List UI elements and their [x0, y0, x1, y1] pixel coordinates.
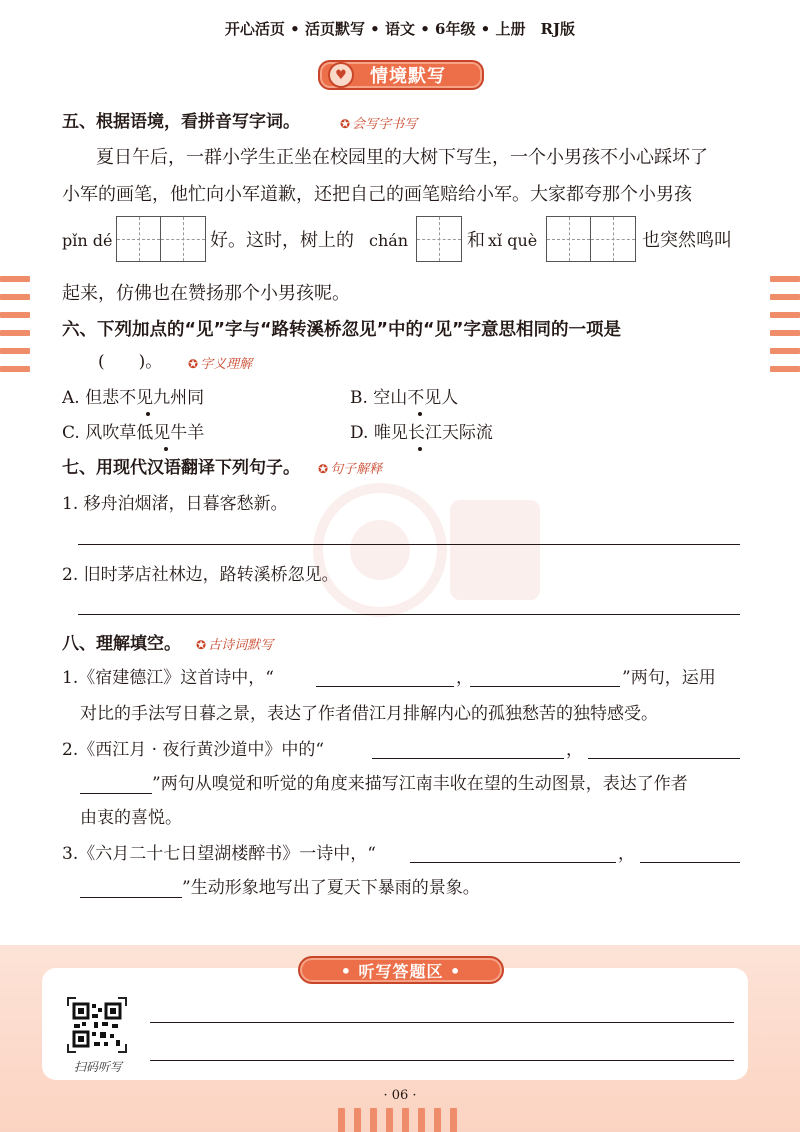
- q5-paragraph-line-2: 小军的画笔，他忙向小军道歉，还把自己的画笔赔给小军。大家都夸那个小男孩: [62, 184, 692, 205]
- q7-answer-line-1[interactable]: [78, 544, 740, 545]
- listening-answer-line-1[interactable]: [150, 1022, 734, 1023]
- pinyin-xi-que: xǐ què: [488, 231, 538, 250]
- pinyin-pin-de: pǐn dé: [62, 231, 113, 250]
- q8-item-2-end: ”两句从嗅觉和听觉的角度来描写江南丰收在望的生动图景，表达了作者: [152, 774, 688, 794]
- q8-item-2-blank-1[interactable]: [372, 758, 564, 759]
- q8-item-2-blank-2b[interactable]: [80, 793, 152, 794]
- writing-grid-xi-que[interactable]: [546, 216, 636, 262]
- writing-grid-chan[interactable]: [416, 216, 462, 262]
- q8-item-2-line-3: 由衷的喜悦。: [80, 808, 182, 828]
- q6-tag-label: 字义理解: [200, 357, 253, 372]
- q8-item-1-comma: ，: [456, 668, 473, 688]
- emphasis-dot: [164, 447, 168, 451]
- listening-answer-card: [42, 968, 748, 1080]
- bottom-decoration: [338, 1108, 466, 1132]
- q8-item-1-start: 1.《宿建德江》这首诗中，“: [62, 668, 274, 688]
- listening-answer-line-2[interactable]: [150, 1060, 734, 1061]
- emphasis-dot: [418, 412, 422, 416]
- q6-option-b[interactable]: B. 空山不见人: [350, 388, 459, 408]
- page-number: · 06 ·: [383, 1088, 417, 1103]
- listening-banner-label: • 听写答题区 •: [340, 961, 462, 981]
- right-decoration: [770, 276, 800, 384]
- star-icon: ✪: [340, 117, 351, 131]
- writing-cell[interactable]: [591, 217, 635, 261]
- writing-grid-pin-de[interactable]: [116, 216, 206, 262]
- q7-item-1: 1. 移舟泊烟渚，日暮客愁新。: [62, 494, 288, 514]
- q8-item-3-end: ”生动形象地写出了夏天下暴雨的景象。: [182, 878, 480, 898]
- q6-tag: [188, 352, 252, 377]
- q8-item-3-start: 3.《六月二十七日望湖楼醉书》一诗中，“: [62, 844, 376, 864]
- section-banner-label: 情境默写: [370, 66, 446, 87]
- q8-heading: 八、理解填空。: [62, 634, 181, 654]
- writing-cell[interactable]: [117, 217, 161, 261]
- q8-item-2-blank-2a[interactable]: [588, 758, 740, 759]
- q5-heading: 五、根据语境，看拼音写字词。: [62, 112, 300, 132]
- star-icon: ✪: [196, 638, 207, 652]
- section-banner: [318, 60, 484, 90]
- q8-item-3-blank-2a[interactable]: [640, 862, 740, 863]
- listening-banner: [298, 956, 504, 984]
- q8-item-1-blank-2[interactable]: [470, 686, 620, 687]
- q6-option-d[interactable]: D. 唯见长江天际流: [350, 423, 493, 443]
- book-heart-icon: ♥: [328, 62, 354, 88]
- q8-tag: [196, 633, 273, 658]
- q8-item-3-comma: ，: [618, 844, 635, 864]
- q5-tag-label: 会写字书写: [352, 117, 418, 132]
- pinyin-chan: chán: [369, 231, 409, 250]
- q6-option-a[interactable]: A. 但悲不见九州同: [62, 388, 205, 408]
- q8-item-3-blank-1[interactable]: [410, 862, 616, 863]
- qr-label: 扫码听写: [73, 1060, 122, 1074]
- q5-paragraph-line-4: 起来，仿佛也在赞扬那个小男孩呢。: [62, 283, 350, 304]
- q5-paragraph-line-1: 夏日午后，一群小学生正坐在校园里的大树下写生，一个小男孩不小心踩坏了: [96, 147, 708, 168]
- q6-answer-paren[interactable]: ( )。: [98, 352, 163, 372]
- emphasis-dot: [418, 447, 422, 451]
- writing-cell[interactable]: [417, 217, 461, 261]
- q5-tag: [340, 112, 417, 137]
- star-icon: ✪: [318, 462, 329, 476]
- q7-item-2: 2. 旧时茅店社林边，路转溪桥忽见。: [62, 565, 339, 585]
- left-decoration: [0, 276, 30, 384]
- q6-option-c[interactable]: C. 风吹草低见牛羊: [62, 423, 205, 443]
- q7-tag: [318, 457, 382, 482]
- q7-tag-label: 句子解释: [330, 462, 383, 477]
- watermark-logo: [300, 470, 560, 630]
- q6-heading: 六、下列加点的“见”字与“路转溪桥忽见”中的“见”字意思相同的一项是: [62, 320, 622, 340]
- q8-item-1-line-2: 对比的手法写日暮之景，表达了作者借江月排解内心的孤独愁苦的独特感受。: [80, 704, 658, 724]
- qr-code-icon[interactable]: [66, 996, 128, 1054]
- q8-item-1-end: ”两句，运用: [622, 668, 716, 688]
- q8-tag-label: 古诗词默写: [208, 638, 274, 653]
- q5-text-after-2: 和: [467, 230, 485, 251]
- q5-text-after-3: 也突然鸣叫: [642, 230, 732, 251]
- q8-item-2-start: 2.《西江月 · 夜行黄沙道中》中的“: [62, 740, 325, 760]
- q5-text-after-1: 好。这时，树上的: [210, 230, 354, 251]
- star-icon: ✪: [188, 357, 199, 371]
- q7-heading: 七、用现代汉语翻译下列句子。: [62, 458, 300, 478]
- q8-item-3-blank-2b[interactable]: [80, 897, 182, 898]
- q8-item-1-blank-1[interactable]: [316, 686, 454, 687]
- writing-cell[interactable]: [161, 217, 205, 261]
- writing-cell[interactable]: [547, 217, 591, 261]
- page-header: 开心活页 • 活页默写 • 语文 • 6年级 • 上册 RJ版: [224, 20, 576, 38]
- q7-answer-line-2[interactable]: [78, 614, 740, 615]
- q8-item-2-comma: ，: [566, 740, 583, 760]
- emphasis-dot: [146, 412, 150, 416]
